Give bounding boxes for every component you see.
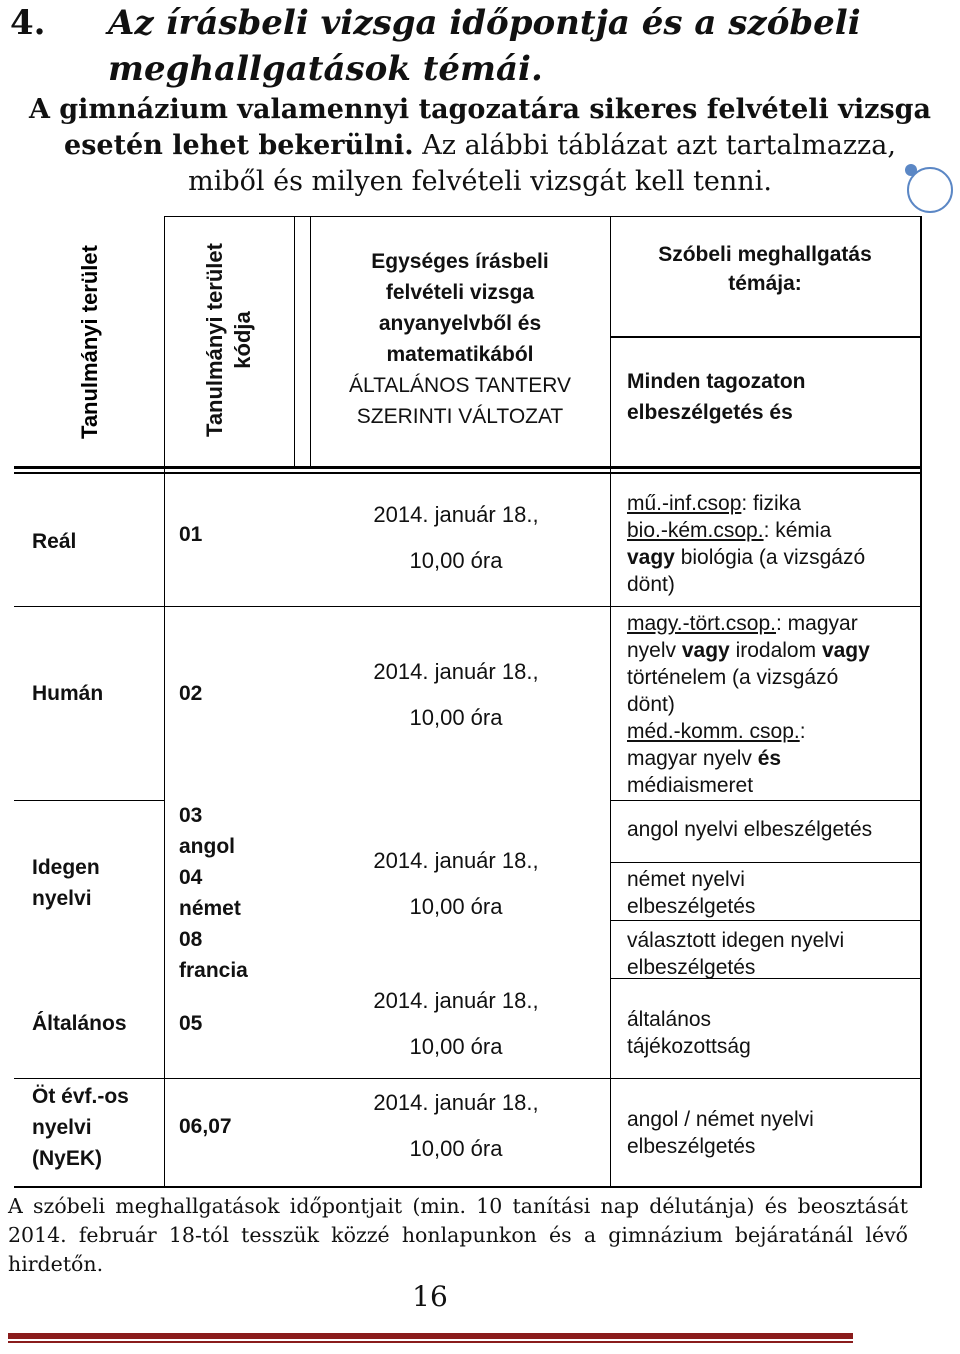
code-text: angol xyxy=(179,835,235,858)
row-codes xyxy=(179,800,248,986)
topic-text: dönt) xyxy=(627,573,675,596)
row-topic xyxy=(627,866,917,920)
topic-text: történelem (a vizsgázó xyxy=(627,666,839,689)
bottom-rule xyxy=(8,1333,853,1339)
row-code: 05 xyxy=(179,1012,203,1035)
intro-bold-1: A gimnázium valamennyi tagozatára sikeres felvételi vizsga xyxy=(28,94,932,125)
code-text: német xyxy=(179,897,241,920)
row-area-line: Idegen xyxy=(32,856,100,879)
row-topic xyxy=(627,490,917,598)
row-area: Humán xyxy=(32,682,104,705)
row-area-line: nyelvi xyxy=(32,1116,92,1139)
grid-line xyxy=(164,216,165,1188)
row-area-line: Öt évf.-os xyxy=(32,1085,129,1108)
row-date-text: 2014. január 18., xyxy=(373,659,539,684)
grid-line xyxy=(14,800,164,801)
intro-paragraph xyxy=(0,92,960,200)
topic-text: mű.-inf.csop xyxy=(627,492,742,515)
header-bottom-line xyxy=(14,472,922,474)
topic-text: általános xyxy=(627,1008,712,1031)
code-text: 04 xyxy=(179,866,203,889)
topic-text: elbeszélgetés xyxy=(627,1135,756,1158)
row-date xyxy=(306,1080,606,1172)
intro-bold-2: esetén lehet bekerülni. xyxy=(64,130,414,161)
header-oral-sub-line: Minden tagozaton xyxy=(627,370,806,393)
row-date-text: 2014. január 18., xyxy=(373,1090,539,1115)
header-code-line1: Tanulmányi terület xyxy=(202,243,227,437)
topic-text: magyar nyelv xyxy=(627,747,758,770)
topic-text: dönt) xyxy=(627,693,675,716)
footer-note: A szóbeli meghallgatások időpontjait (min. 10 tanítási nap délutánja) és beosztását 2014. február 18-tól tesszük közzé honlapunkon és a gimnázium bejáratánál lévő hirdetőn. xyxy=(8,1194,908,1276)
row-date xyxy=(306,649,606,741)
header-written-line: SZERINTI VÁLTOZAT xyxy=(356,405,564,428)
row-area-line: nyelvi xyxy=(32,887,92,910)
grid-line xyxy=(610,862,920,863)
topic-text: bio.-kém.csop. xyxy=(627,519,764,542)
row-code: 01 xyxy=(179,523,203,546)
topic-text: : kémia xyxy=(763,519,832,542)
row-time-text: 10,00 óra xyxy=(409,705,503,730)
row-time-text: 10,00 óra xyxy=(409,894,503,919)
bottom-rule xyxy=(8,1341,853,1343)
topic-text: német nyelvi xyxy=(627,868,745,891)
code-text: 08 xyxy=(179,928,203,951)
row-topic xyxy=(627,927,917,981)
topic-text: méd.-komm. csop. xyxy=(627,720,800,743)
row-code: 02 xyxy=(179,682,203,705)
heading-line1: Az írásbeli vizsga időpontja és a szóbeli xyxy=(108,3,861,43)
header-written-exam xyxy=(310,246,610,432)
header-written-line: anyanyelvből és xyxy=(378,312,542,335)
topic-text: választott idegen nyelvi xyxy=(627,929,845,952)
header-written-line: ÁLTALÁNOS TANTERV xyxy=(348,374,572,397)
topic-text: elbeszélgetés xyxy=(627,956,756,979)
row-area: Reál xyxy=(32,530,77,553)
row-time-text: 10,00 óra xyxy=(409,1136,503,1161)
topic-text: : fizika xyxy=(741,492,801,515)
topic-text: : magyar xyxy=(776,612,858,635)
code-text: 03 xyxy=(179,804,203,827)
row-date xyxy=(306,838,606,930)
topic-text: magy.-tört.csop. xyxy=(627,612,776,635)
grid-line xyxy=(14,1078,922,1079)
topic-text: tájékozottság xyxy=(627,1035,751,1058)
header-written-line: matematikából xyxy=(386,343,534,366)
intro-line3: miből és milyen felvételi vizsgát kell tenni. xyxy=(188,166,772,197)
topic-text: biológia (a vizsgázó xyxy=(674,546,866,569)
row-area xyxy=(32,1081,129,1174)
topic-text: és xyxy=(757,747,782,770)
heading-line2: meghallgatások témái. xyxy=(108,49,543,89)
header-oral-title xyxy=(610,240,920,298)
row-area xyxy=(32,852,100,914)
header-code xyxy=(201,225,257,455)
topic-text: vagy xyxy=(681,639,730,662)
row-time-text: 10,00 óra xyxy=(409,1034,503,1059)
row-date-text: 2014. január 18., xyxy=(373,848,539,873)
topic-text: : xyxy=(799,720,806,743)
header-oral-line: témája: xyxy=(728,272,802,295)
decorative-circle-icon xyxy=(905,157,955,217)
intro-normal-2: Az alábbi táblázat azt tartalmazza, xyxy=(413,130,896,161)
row-topic xyxy=(627,610,917,799)
row-topic xyxy=(627,1006,917,1060)
page-number: 16 xyxy=(412,1280,448,1313)
grid-line xyxy=(14,606,922,607)
grid-line xyxy=(164,216,922,217)
topic-text: angol / német nyelvi xyxy=(627,1108,814,1131)
section-heading xyxy=(10,0,950,92)
topic-text: vagy xyxy=(821,639,870,662)
topic-text: irodalom xyxy=(729,639,822,662)
grid-line xyxy=(920,216,922,1188)
topic-text: nyelv xyxy=(627,639,682,662)
grid-line xyxy=(610,336,920,338)
row-code: 06,07 xyxy=(179,1115,232,1138)
grid-line xyxy=(610,920,920,921)
topic-text: elbeszélgetés xyxy=(627,895,756,918)
header-oral-sub xyxy=(627,366,917,428)
row-date-text: 2014. január 18., xyxy=(373,502,539,527)
code-text: francia xyxy=(179,959,248,982)
header-bottom-line xyxy=(14,466,922,469)
header-written-line: Egységes írásbeli xyxy=(371,250,549,273)
header-area: Tanulmányi terület xyxy=(77,245,102,439)
section-number: 4. xyxy=(10,3,46,43)
grid-line xyxy=(610,800,920,801)
header-code-line2: kódja xyxy=(230,311,255,369)
row-area-line: (NyEK) xyxy=(32,1147,103,1170)
grid-line xyxy=(14,1186,922,1188)
header-oral-sub-line: elbeszélgetés és xyxy=(627,401,793,424)
topic-text: médiaismeret xyxy=(627,774,754,797)
row-topic xyxy=(627,1106,917,1160)
header-oral-line: Szóbeli meghallgatás xyxy=(658,243,872,266)
row-date-text: 2014. január 18., xyxy=(373,988,539,1013)
grid-line xyxy=(294,216,295,466)
header-written-line: felvételi vizsga xyxy=(385,281,535,304)
topic-text: vagy xyxy=(627,546,675,569)
row-date xyxy=(306,492,606,584)
exam-table xyxy=(14,216,922,1188)
row-topic: angol nyelvi elbeszélgetés xyxy=(627,818,873,841)
row-time-text: 10,00 óra xyxy=(409,548,503,573)
row-area: Általános xyxy=(32,1012,127,1035)
row-date xyxy=(306,978,606,1070)
grid-line xyxy=(610,216,611,1188)
